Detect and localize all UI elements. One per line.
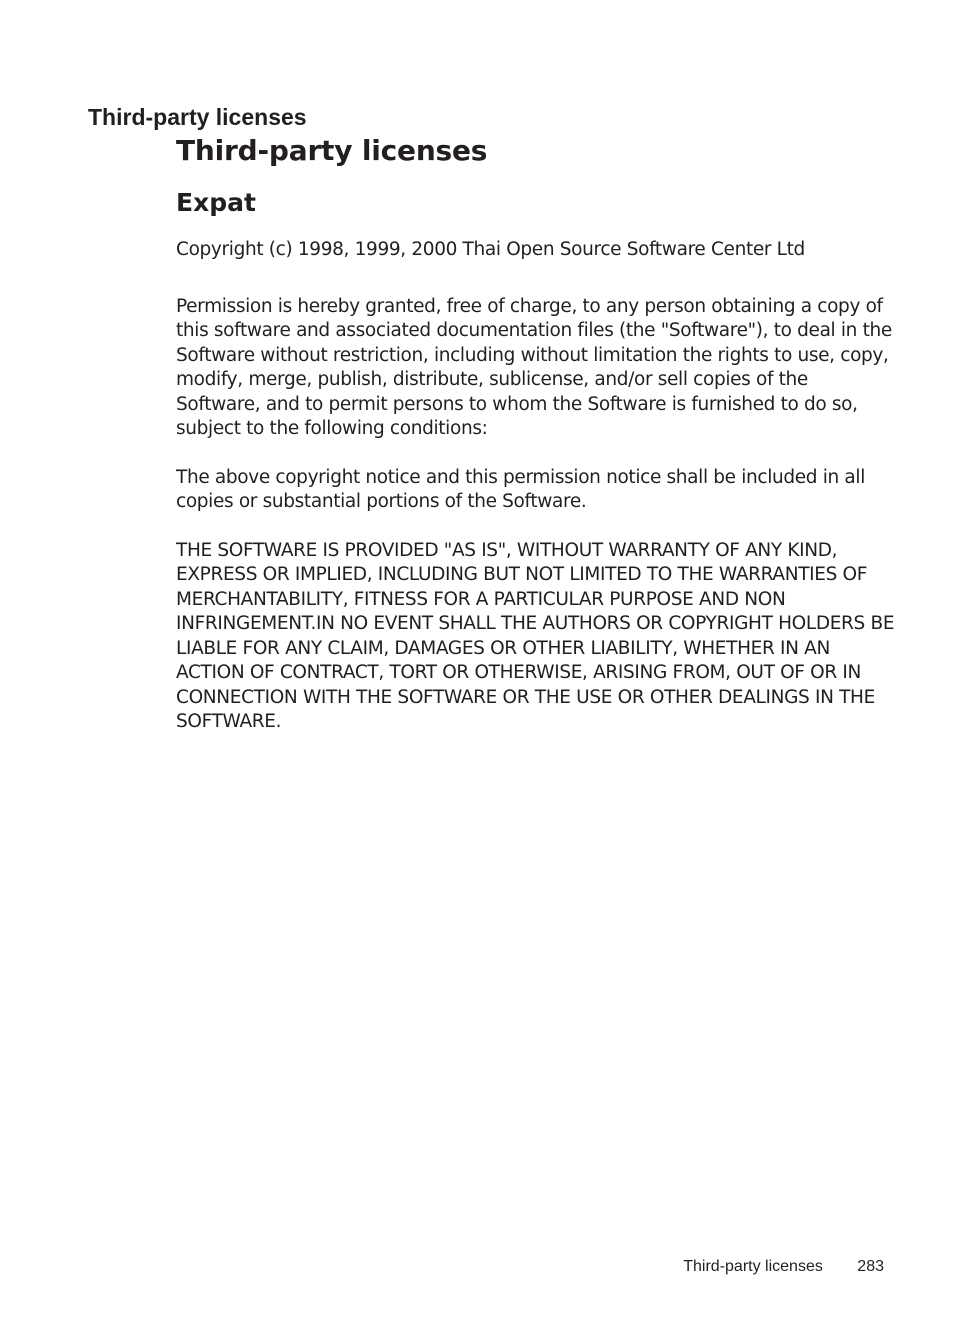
chapter-title: Third-party licenses	[176, 134, 488, 167]
main-content	[176, 134, 896, 735]
page-footer	[683, 1257, 884, 1277]
page-number: 283	[857, 1258, 884, 1275]
notice-paragraph: The above copyright notice and this permission notice shall be included in all copies or substantial portions of the Software.	[176, 466, 865, 512]
running-header-title: Third-party licenses	[88, 104, 307, 130]
footer-section-label: Third-party licenses	[683, 1258, 823, 1275]
permission-paragraph: Permission is hereby granted, free of charge, to any person obtaining a copy of this software and associated documentation files (the "Software"), to deal in the Software without restriction, including without limitation the rights to use, copy, modify, merge, publish, distribute, sublicense, and/or sell copies of the Software, and to permit persons to whom the Software is furnished to do so, subject to the following conditions:	[176, 295, 892, 439]
section-title-expat: Expat	[176, 188, 256, 217]
warranty-paragraph: THE SOFTWARE IS PROVIDED "AS IS", WITHOUT WARRANTY OF ANY KIND, EXPRESS OR IMPLIED, INCLUDING BUT NOT LIMITED TO THE WARRANTIES OF MERCHANTABILITY, FITNESS FOR A PARTICULAR PURPOSE AND NON INFRINGEMENT.IN NO EVENT SHALL THE AUTHORS OR COPYRIGHT HOLDERS BE LIABLE FOR ANY CLAIM, DAMAGES OR OTHER LIABILITY, WHETHER IN AN ACTION OF CONTRACT, TORT OR OTHERWISE, ARISING FROM, OUT OF OR IN CONNECTION WITH THE SOFTWARE OR THE USE OR OTHER DEALINGS IN THE SOFTWARE.	[176, 539, 895, 732]
copyright-paragraph: Copyright (c) 1998, 1999, 2000 Thai Open Source Software Center Ltd	[176, 239, 805, 260]
